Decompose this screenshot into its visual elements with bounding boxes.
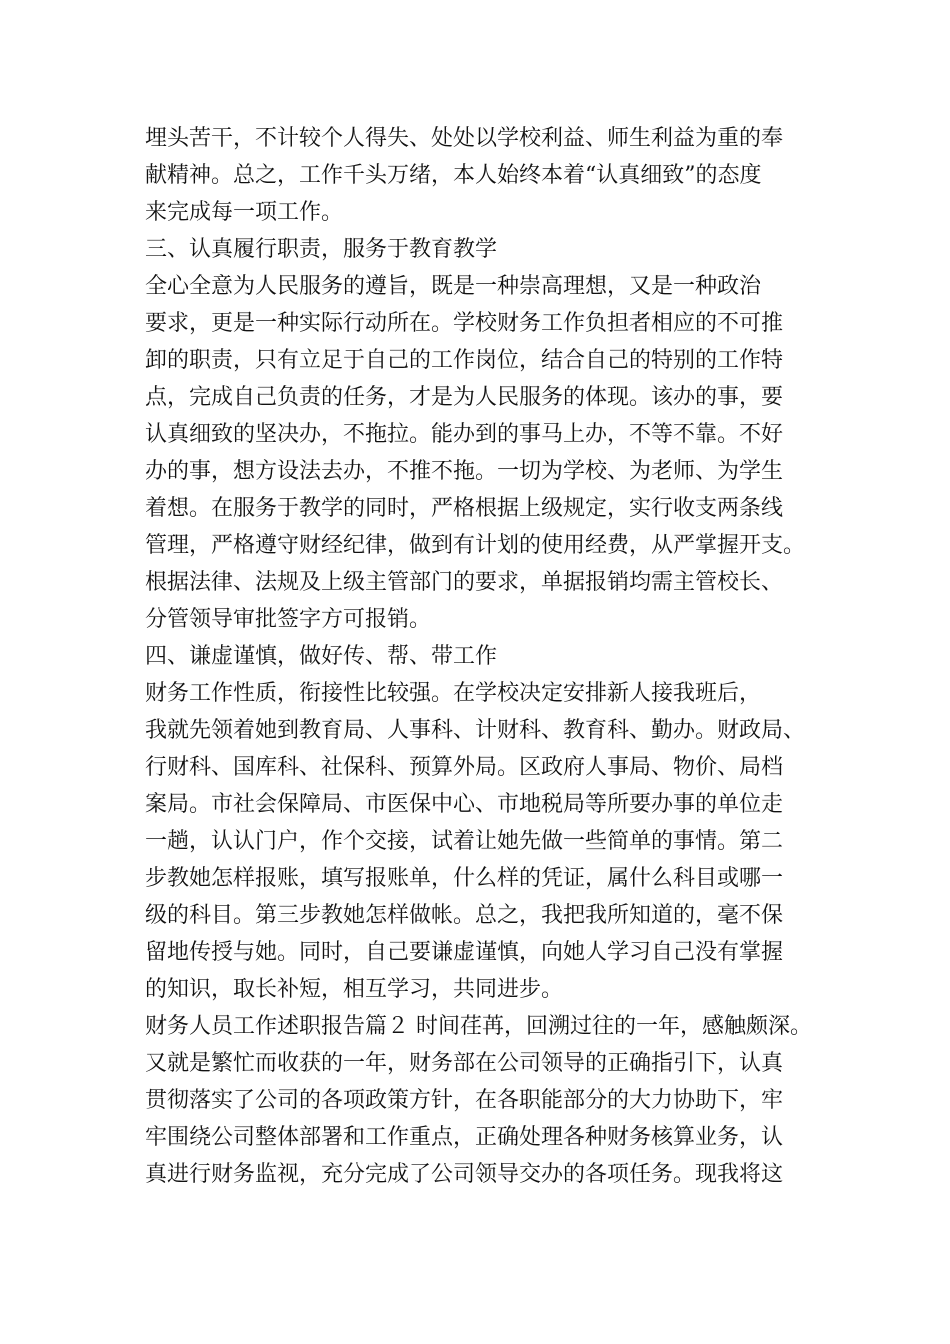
text-line: 牢围绕公司整体部署和工作重点，正确处理各种财务核算业务，认 [145, 1125, 784, 1150]
text-line: 着想。在服务于教学的同时，严格根据上级规定，实行收支两条线 [145, 496, 784, 521]
section-heading: 四、谦虚谨慎，做好传、帮、带工作 [145, 644, 498, 669]
text-line: 要求，更是一种实际行动所在。学校财务工作负担者相应的不可推 [145, 311, 784, 336]
text-line: 点，完成自己负责的任务，才是为人民服务的体现。该办的事，要 [145, 385, 784, 410]
text-line: 留地传授与她。同时，自己要谦虚谨慎，向她人学习自己没有掌握 [145, 940, 784, 965]
text-line: 献精神。总之，工作千头万绪，本人始终本着“认真细致”的态度 [145, 163, 762, 188]
text-line: 真进行财务监视，充分完成了公司领导交办的各项任务。现我将这 [145, 1162, 784, 1187]
text-line: 案局。市社会保障局、市医保中心、市地税局等所要办事的单位走 [145, 792, 784, 817]
text-line: 我就先领着她到教育局、人事科、计财科、教育科、勤办。财政局、 [145, 718, 806, 743]
text-line: 贯彻落实了公司的各项政策方针，在各职能部分的大力协助下，牢 [145, 1088, 784, 1113]
text-line: 级的科目。第三步教她怎样做帐。总之，我把我所知道的，毫不保 [145, 903, 784, 928]
text-line: 的知识，取长补短，相互学习，共同进步。 [145, 977, 564, 1002]
text-line: 又就是繁忙而收获的一年，财务部在公司领导的正确指引下，认真 [145, 1051, 784, 1076]
text-line: 财务工作性质，衔接性比较强。在学校决定安排新人接我班后， [145, 681, 762, 706]
section-heading: 三、认真履行职责，服务于教育教学 [145, 237, 498, 262]
text-line: 全心全意为人民服务的遵旨，既是一种崇高理想，又是一种政治 [145, 274, 762, 299]
text-line: 管理，严格遵守财经纪律，做到有计划的使用经费，从严掌握开支。 [145, 533, 806, 558]
report-heading-line: 财务人员工作述职报告篇２ 时间荏苒，回溯过往的一年，感触颇深。 [145, 1014, 812, 1039]
text-line: 办的事，想方设法去办，不推不拖。一切为学校、为老师、为学生 [145, 459, 784, 484]
text-line: 认真细致的坚决办，不拖拉。能办到的事马上办，不等不靠。不好 [145, 422, 784, 447]
text-line: 行财科、国库科、社保科、预算外局。区政府人事局、物价、局档 [145, 755, 784, 780]
text-line: 一趟，认认门户，作个交接，试着让她先做一些简单的事情。第二 [145, 829, 784, 854]
body-text [145, 120, 845, 1193]
text-line: 卸的职责，只有立足于自己的工作岗位，结合自己的特别的工作特 [145, 348, 784, 373]
text-line: 根据法律、法规及上级主管部门的要求，单据报销均需主管校长、 [145, 570, 784, 595]
text-line: 步教她怎样报账，填写报账单，什么样的凭证，属什么科目或哪一 [145, 866, 784, 891]
text-line: 来完成每一项工作。 [145, 200, 344, 225]
text-line: 埋头苦干，不计较个人得失、处处以学校利益、师生利益为重的奉 [145, 126, 784, 151]
text-line: 分管领导审批签字方可报销。 [145, 607, 432, 632]
